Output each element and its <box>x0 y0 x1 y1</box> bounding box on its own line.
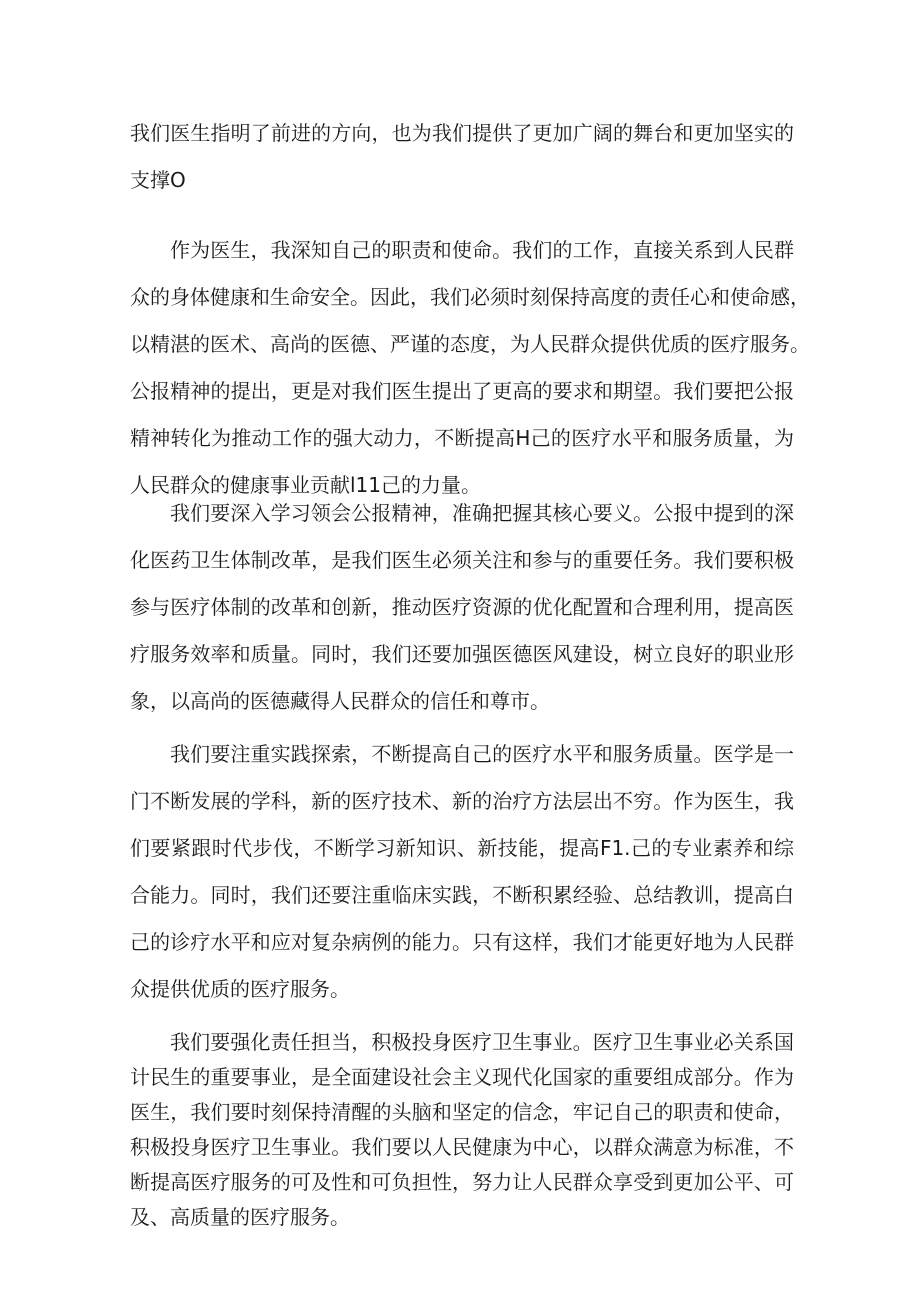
text-line: 我们要深入学习领会公报精神，准确把握其核心要义。公报中提到的深 <box>170 501 794 525</box>
text-line: 众提供优质的医疗服务。 <box>130 977 350 1001</box>
text-line: 医生，我们要时刻保持清醒的头脑和坚定的信念，牢记自己的职责和使命， <box>130 1100 794 1124</box>
text-line: 合能力。同时，我们还要注重临床实践，不断积累经验、总结教训，提高白 <box>130 883 794 907</box>
text-line: 积极投身医疗卫生事业。我们要以人民健康为中心，以群众满意为标准，不 <box>130 1135 794 1159</box>
paragraph-continuation <box>130 110 794 204</box>
paragraph-study-communique <box>130 490 794 725</box>
text-line: 以精湛的医术、高尚的医德、严谨的态度，为人民群众提供优质的医疗服务。 <box>130 332 810 356</box>
paragraph-practice-exploration <box>130 731 794 1013</box>
paragraph-duty-and-mission <box>130 227 810 509</box>
text-line: 我们要强化责任担当，积极投身医疗卫生事业。医疗卫生事业必关系国 <box>170 1030 794 1054</box>
paragraph-responsibility <box>130 1025 794 1235</box>
text-line: 我们医生指明了前进的方向，也为我们提供了更加广阔的舞台和更加坚实的 <box>130 121 794 145</box>
text-line: 公报精神的提出，更是对我们医生提出了更高的要求和期望。我们要把公报 <box>130 379 794 403</box>
text-line: 计民生的重要事业，是全面建设社会主义现代化国家的重要组成部分。作为 <box>130 1065 794 1089</box>
text-line: 象，以高尚的医德藏得人民群众的信任和尊市。 <box>130 689 550 713</box>
text-line: 化医药卫生体制改革，是我们医生必须关注和参与的重要任务。我们要积极 <box>130 548 794 572</box>
text-line: 断提高医疗服务的可及性和可负担性，努力让人民群众享受到更加公平、可 <box>130 1170 794 1194</box>
text-line: 支撑O <box>130 168 186 192</box>
text-line: 及、高质量的医疗服务。 <box>130 1205 350 1229</box>
text-line: 参与医疗体制的改革和创新，推动医疗资源的优化配置和合理利用，提高医 <box>130 595 794 619</box>
text-line: 我们要注重实践探索，不断提高自己的医疗水平和服务质量。医学是一 <box>170 742 794 766</box>
text-line: 作为医生，我深知自己的职责和使命。我们的工作，直接关系到人民群 <box>170 238 794 262</box>
text-line: 众的身体健康和生命安全。因此，我们必须时刻保持高度的责任心和使命感， <box>130 285 810 309</box>
text-line: 门不断发展的学科，新的医疗技术、新的治疗方法层出不穷。作为医生，我 <box>130 789 794 813</box>
text-line: 们要紧跟时代步伐，不断学习新知识、新技能，提高F1.己的专业素养和综 <box>130 836 794 860</box>
text-line: 人民群众的健康事业贡献l11己的力量。 <box>130 473 482 497</box>
text-line: 疗服务效率和质量。同时，我们还要加强医德医风建设，树立良好的职业形 <box>130 642 794 666</box>
text-line: 精神转化为推动工作的强大动力，不断提高H己的医疗水平和服务质量，为 <box>130 426 794 450</box>
text-line: 己的诊疗水平和应对复杂病例的能力。只有这样，我们才能更好地为人民群 <box>130 930 794 954</box>
